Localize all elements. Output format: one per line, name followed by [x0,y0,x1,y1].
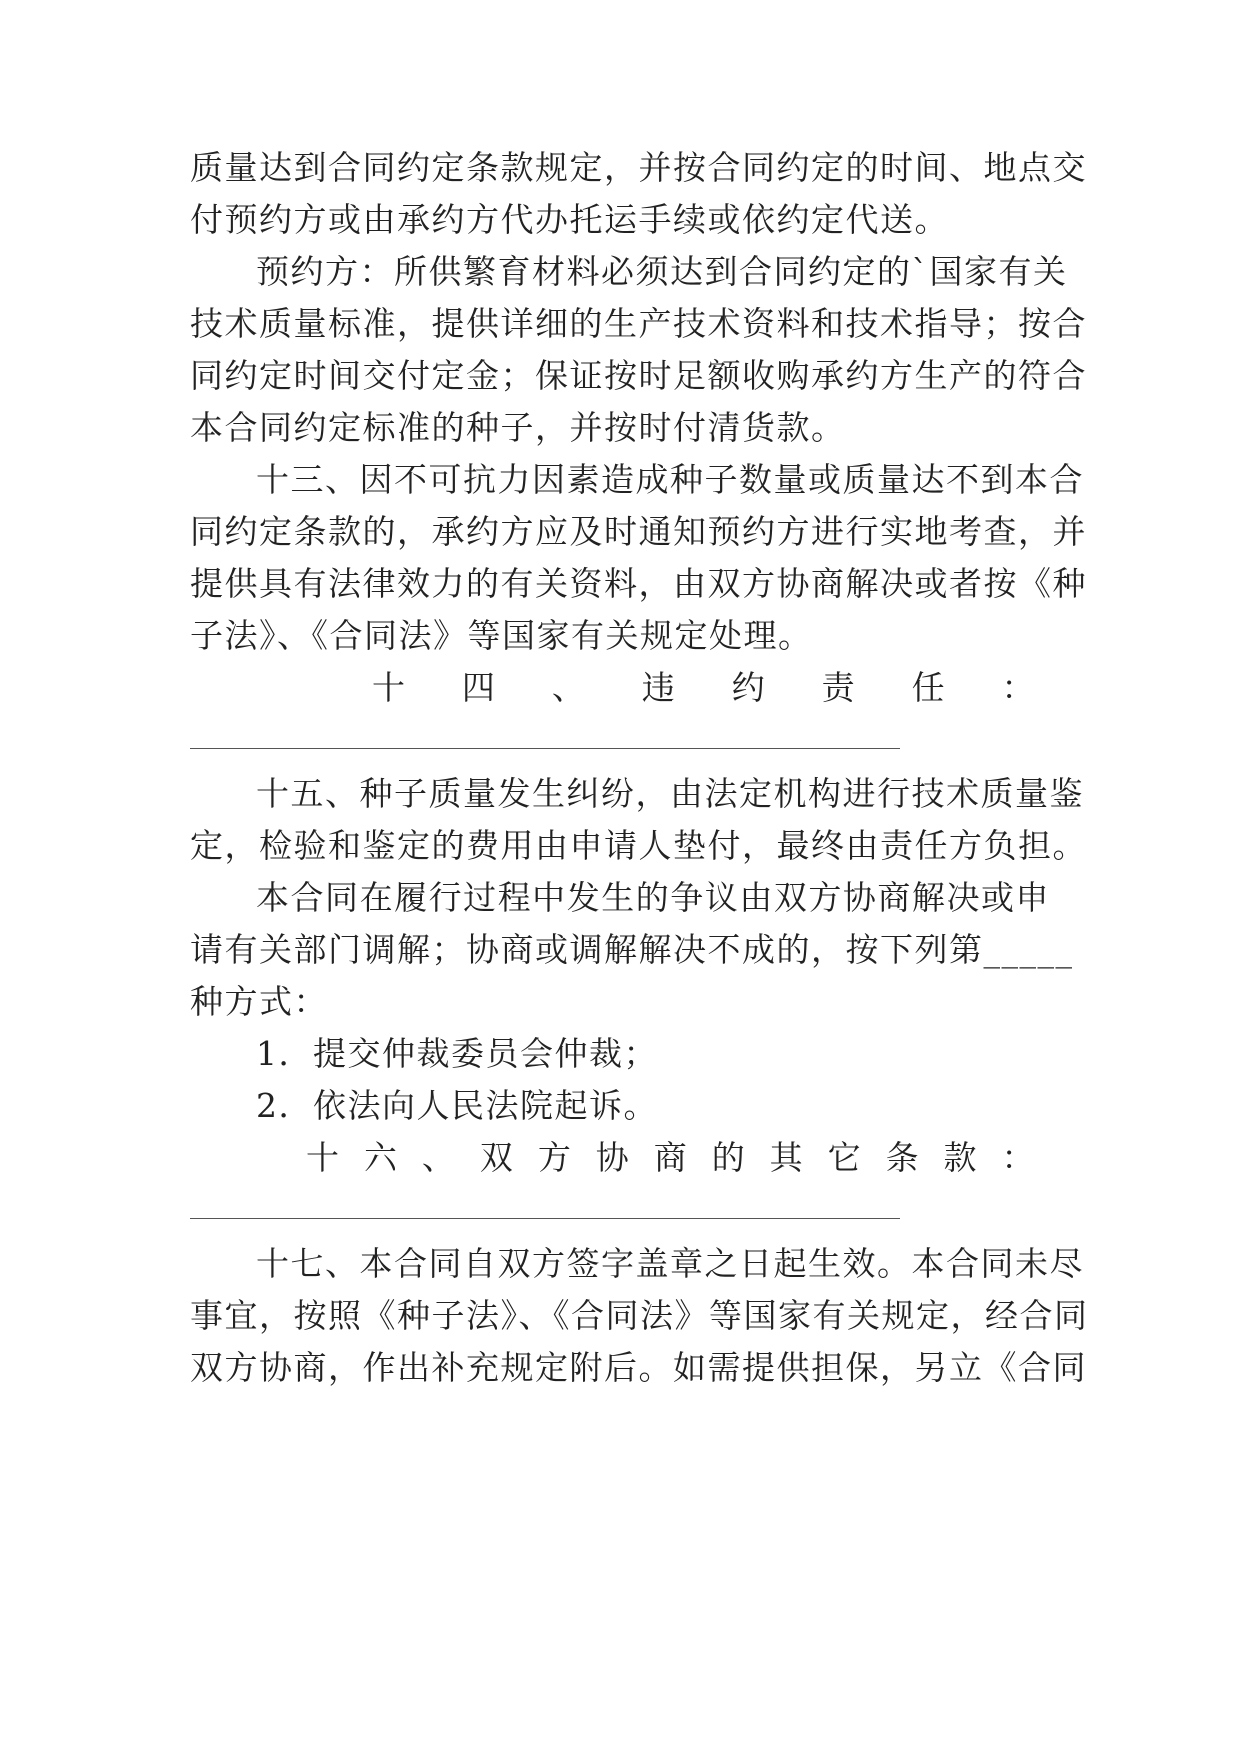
paragraph-start-line: 预约方：所供繁育材料必须达到合同约定的`国家有关 [256,252,1068,291]
text-line: 同约定时间交付定金；保证按时足额收购承约方生产的符合 [190,356,1087,395]
text-line: 提供具有法律效力的有关资料，由双方协商解决或者按《种 [190,564,1087,603]
clause-13-line: 十三、因不可抗力因素造成种子数量或质量达不到本合 [256,460,1084,499]
clause-16-heading: 十 六 、 双 方 协 商 的 其 它 条 款 ： [306,1138,1036,1177]
text-line: 双方协商，作出补充规定附后。如需提供担保，另立《合同 [190,1348,1087,1387]
paragraph-start-line: 本合同在履行过程中发生的争议由双方协商解决或申 [256,878,1050,917]
list-item-1: 1．提交仲裁委员会仲裁； [256,1034,658,1073]
text-line: 同约定条款的，承约方应及时通知预约方进行实地考查，并 [190,512,1087,551]
text-line: 事宜，按照《种子法》、《合同法》等国家有关规定，经合同 [190,1296,1089,1335]
text-line: 质量达到合同约定条款规定，并按合同约定的时间、地点交 [190,148,1087,187]
text-line: 子法》、《合同法》等国家有关规定处理。 [190,616,813,655]
list-item-2: 2．依法向人民法院起诉。 [256,1086,658,1125]
text-line: 付预约方或由承约方代办托运手续或依约定代送。 [190,200,949,239]
text-line: 本合同约定标准的种子，并按时付清货款。 [190,408,846,447]
text-line: 请有关部门调解；协商或调解解决不成的，按下列第_____ [190,930,1074,969]
fill-in-blank-line [190,1218,900,1219]
text-line: 技术质量标准，提供详细的生产技术资料和技术指导；按合 [190,304,1087,343]
fill-in-blank-line [190,748,900,749]
text-line: 定，检验和鉴定的费用由申请人垫付，最终由责任方负担。 [190,826,1087,865]
clause-15-line: 十五、种子质量发生纠纷，由法定机构进行技术质量鉴 [256,774,1084,813]
clause-17-line: 十七、本合同自双方签字盖章之日起生效。本合同未尽 [256,1244,1084,1283]
text-line: 种方式： [190,982,328,1021]
clause-14-heading: 十 四 、 违 约 责 任 ： [372,668,1036,707]
